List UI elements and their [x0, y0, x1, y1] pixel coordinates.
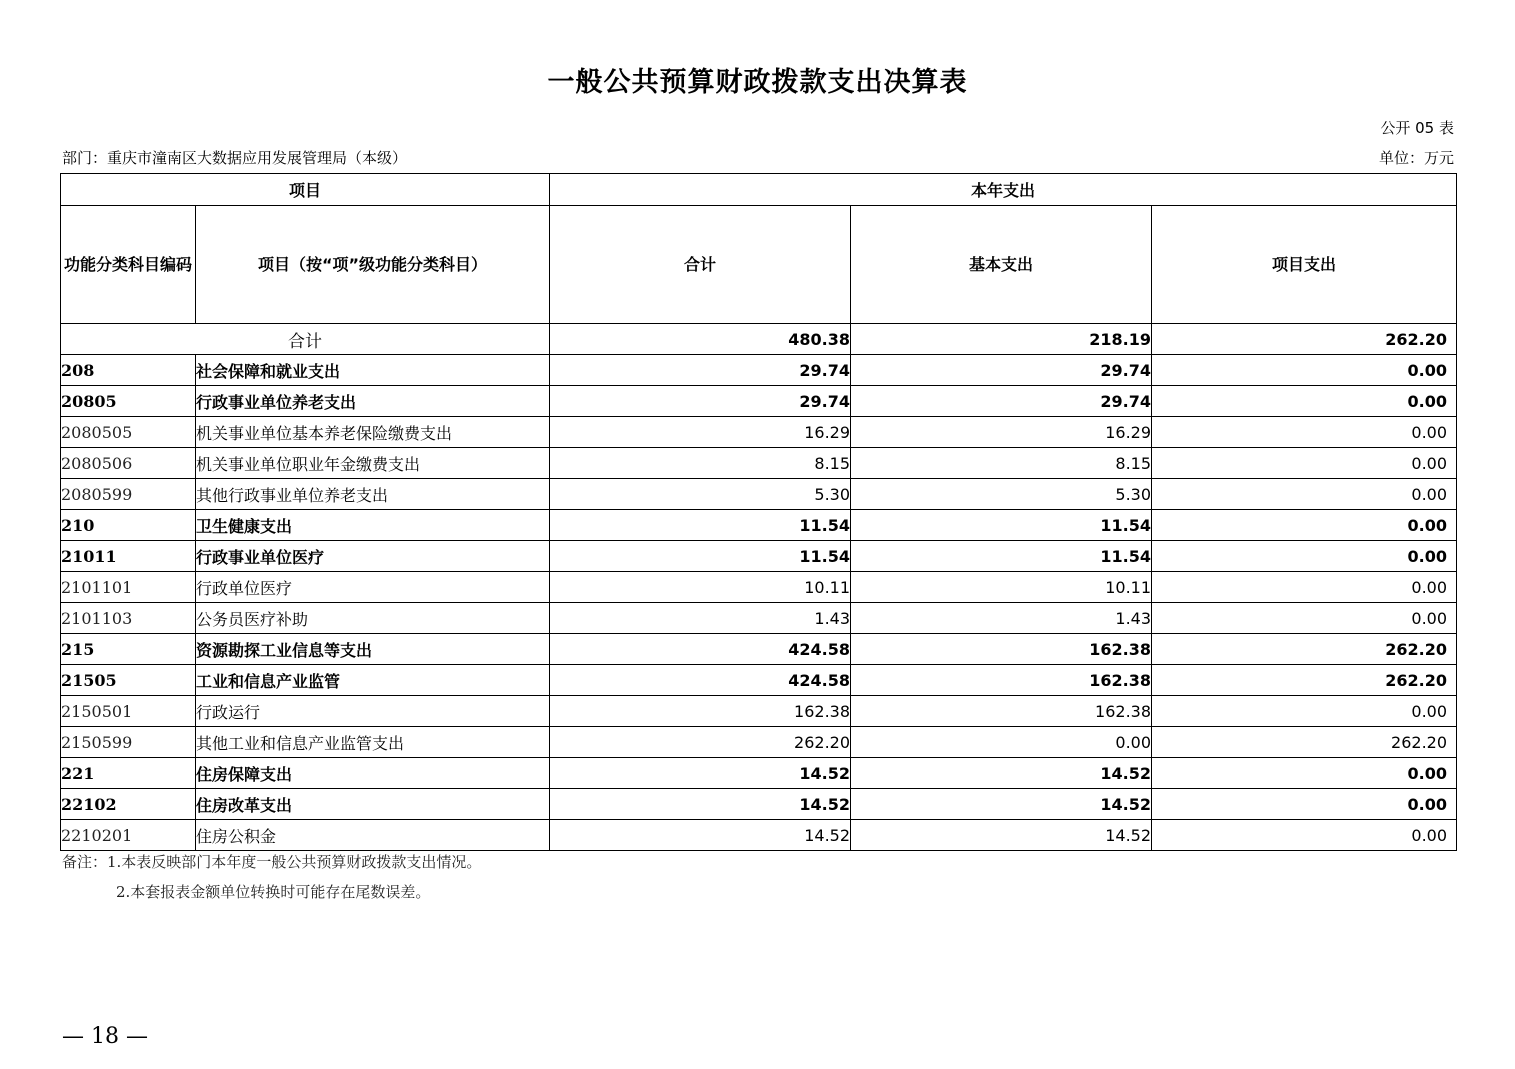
row-name: 机关事业单位基本养老保险缴费支出 — [196, 417, 550, 448]
row-code: 2101103 — [61, 603, 196, 634]
row-project: 0.00 — [1152, 448, 1457, 479]
total-label: 合计 — [61, 324, 550, 355]
table-row — [61, 665, 1457, 696]
row-name: 住房保障支出 — [196, 758, 550, 789]
row-project: 0.00 — [1152, 355, 1457, 386]
row-total: 14.52 — [550, 758, 851, 789]
row-total: 14.52 — [550, 820, 851, 851]
row-basic: 14.52 — [851, 758, 1152, 789]
row-basic: 14.52 — [851, 820, 1152, 851]
row-code: 2101101 — [61, 572, 196, 603]
row-total: 8.15 — [550, 448, 851, 479]
note-1: 备注：1.本表反映部门本年度一般公共预算财政拨款支出情况。 — [62, 853, 482, 871]
row-basic: 8.15 — [851, 448, 1152, 479]
table-row — [61, 727, 1457, 758]
row-name: 其他工业和信息产业监管支出 — [196, 727, 550, 758]
row-basic: 5.30 — [851, 479, 1152, 510]
total-project: 262.20 — [1152, 324, 1457, 355]
row-total: 29.74 — [550, 355, 851, 386]
row-code: 221 — [61, 758, 196, 789]
department-label: 部门：重庆市潼南区大数据应用发展管理局（本级） — [62, 149, 408, 167]
unit-label: 单位：万元 — [1378, 149, 1454, 167]
row-total: 11.54 — [550, 510, 851, 541]
row-project: 0.00 — [1152, 820, 1457, 851]
note-2: 2.本套报表金额单位转换时可能存在尾数误差。 — [116, 883, 431, 901]
row-name: 工业和信息产业监管 — [196, 665, 550, 696]
row-basic: 162.38 — [851, 634, 1152, 665]
header-current-year: 本年支出 — [550, 174, 1457, 206]
row-code: 215 — [61, 634, 196, 665]
table-row — [61, 820, 1457, 851]
row-project: 262.20 — [1152, 634, 1457, 665]
form-number: 公开 05 表 — [1380, 119, 1454, 137]
table-row — [61, 789, 1457, 820]
row-project: 0.00 — [1152, 510, 1457, 541]
row-project: 262.20 — [1152, 727, 1457, 758]
row-name: 行政运行 — [196, 696, 550, 727]
row-project: 0.00 — [1152, 417, 1457, 448]
row-project: 0.00 — [1152, 603, 1457, 634]
header-basic: 基本支出 — [851, 206, 1152, 324]
row-total: 14.52 — [550, 789, 851, 820]
row-basic: 162.38 — [851, 696, 1152, 727]
row-code: 2150501 — [61, 696, 196, 727]
row-basic: 16.29 — [851, 417, 1152, 448]
row-project: 0.00 — [1152, 758, 1457, 789]
row-basic: 0.00 — [851, 727, 1152, 758]
header-name: 项目（按“项”级功能分类科目） — [196, 206, 550, 324]
row-total: 16.29 — [550, 417, 851, 448]
row-total: 424.58 — [550, 665, 851, 696]
row-code: 2210201 — [61, 820, 196, 851]
header-row-sub — [61, 206, 1457, 324]
row-project: 0.00 — [1152, 789, 1457, 820]
table-row — [61, 355, 1457, 386]
row-name: 其他行政事业单位养老支出 — [196, 479, 550, 510]
row-code: 21011 — [61, 541, 196, 572]
row-name: 资源勘探工业信息等支出 — [196, 634, 550, 665]
row-code: 2080599 — [61, 479, 196, 510]
row-total: 424.58 — [550, 634, 851, 665]
row-code: 21505 — [61, 665, 196, 696]
header-project-exp: 项目支出 — [1152, 206, 1457, 324]
row-name: 行政事业单位养老支出 — [196, 386, 550, 417]
table-row — [61, 386, 1457, 417]
row-basic: 14.52 — [851, 789, 1152, 820]
row-project: 0.00 — [1152, 479, 1457, 510]
page-number: — 18 — — [62, 1024, 148, 1049]
row-name: 机关事业单位职业年金缴费支出 — [196, 448, 550, 479]
row-total: 5.30 — [550, 479, 851, 510]
row-basic: 29.74 — [851, 386, 1152, 417]
row-name: 行政事业单位医疗 — [196, 541, 550, 572]
table-row — [61, 541, 1457, 572]
header-code: 功能分类科目编码 — [61, 206, 196, 324]
row-code: 2150599 — [61, 727, 196, 758]
total-basic: 218.19 — [851, 324, 1152, 355]
row-name: 行政单位医疗 — [196, 572, 550, 603]
row-project: 0.00 — [1152, 696, 1457, 727]
table-row — [61, 448, 1457, 479]
table-row — [61, 510, 1457, 541]
row-total: 10.11 — [550, 572, 851, 603]
total-amount: 480.38 — [550, 324, 851, 355]
row-code: 208 — [61, 355, 196, 386]
row-name: 卫生健康支出 — [196, 510, 550, 541]
row-project: 0.00 — [1152, 541, 1457, 572]
row-code: 2080506 — [61, 448, 196, 479]
row-total: 1.43 — [550, 603, 851, 634]
page-title: 一般公共预算财政拨款支出决算表 — [547, 67, 968, 98]
table-row — [61, 572, 1457, 603]
table-row — [61, 696, 1457, 727]
row-project: 0.00 — [1152, 386, 1457, 417]
row-code: 210 — [61, 510, 196, 541]
table-row — [61, 758, 1457, 789]
table-row — [61, 417, 1457, 448]
row-basic: 1.43 — [851, 603, 1152, 634]
row-name: 住房改革支出 — [196, 789, 550, 820]
header-total: 合计 — [550, 206, 851, 324]
row-name: 公务员医疗补助 — [196, 603, 550, 634]
header-project: 项目 — [61, 174, 550, 206]
row-code: 20805 — [61, 386, 196, 417]
expenditure-table — [60, 173, 1457, 851]
row-code: 2080505 — [61, 417, 196, 448]
row-basic: 11.54 — [851, 541, 1152, 572]
row-project: 0.00 — [1152, 572, 1457, 603]
header-row-top — [61, 174, 1457, 206]
row-project: 262.20 — [1152, 665, 1457, 696]
row-total: 29.74 — [550, 386, 851, 417]
row-name: 社会保障和就业支出 — [196, 355, 550, 386]
table-row — [61, 479, 1457, 510]
row-total: 162.38 — [550, 696, 851, 727]
row-basic: 162.38 — [851, 665, 1152, 696]
row-code: 22102 — [61, 789, 196, 820]
row-basic: 10.11 — [851, 572, 1152, 603]
table-row — [61, 603, 1457, 634]
row-name: 住房公积金 — [196, 820, 550, 851]
row-basic: 29.74 — [851, 355, 1152, 386]
total-row — [61, 324, 1457, 355]
table-row — [61, 634, 1457, 665]
row-total: 262.20 — [550, 727, 851, 758]
row-total: 11.54 — [550, 541, 851, 572]
row-basic: 11.54 — [851, 510, 1152, 541]
